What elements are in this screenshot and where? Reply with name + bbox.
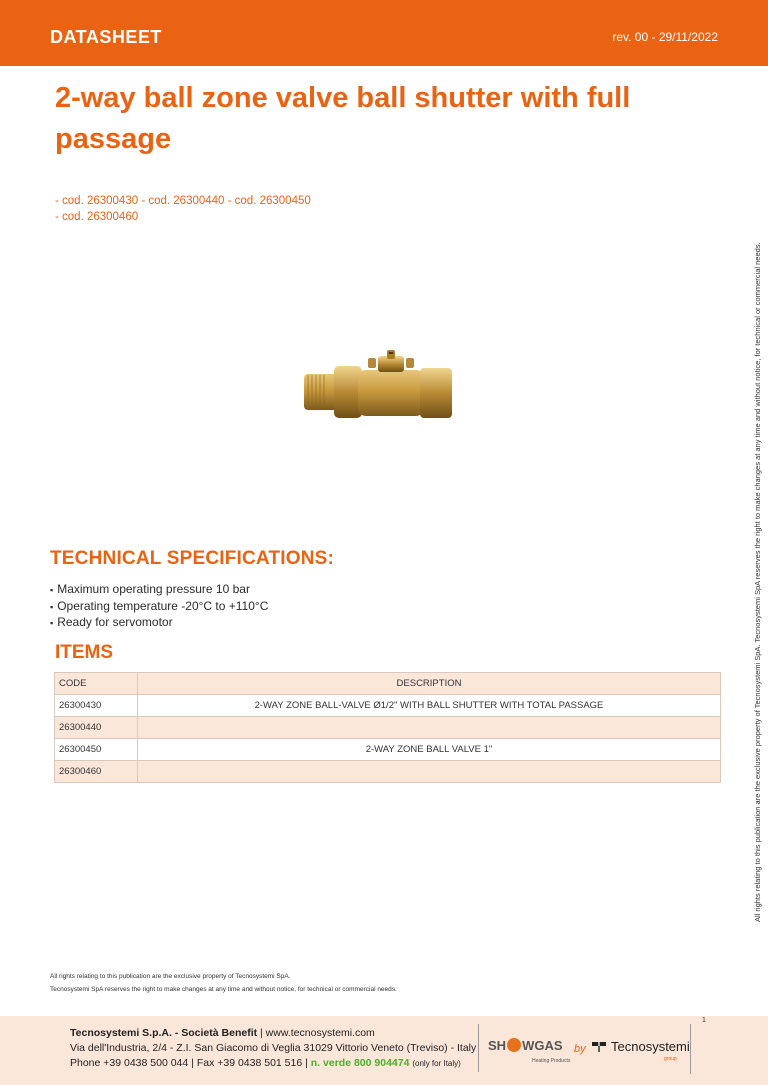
ball-valve-image — [300, 348, 460, 438]
tecnosystemi-mark-icon — [592, 1042, 606, 1052]
product-codes — [55, 193, 311, 225]
column-header-description: DESCRIPTION — [138, 673, 721, 695]
row-code: 26300460 — [55, 761, 138, 783]
footer-right-divider — [690, 1024, 691, 1074]
row-description: 2-WAY ZONE BALL-VALVE Ø1/2" WITH BALL SHUTTER WITH TOTAL PASSAGE — [138, 695, 721, 717]
company-info: Tecnosystemi S.p.A. - Società Benefit | www.tecnosystemi.com Via dell'Industria, 2/4 - Z.I. San Giacomo di Veglia 31029 Vittorio Veneto (Treviso) - Italy Phone +39 0438 500 044 | Fax +39 0438 501 516 | n. verde 800 904474 (only for Italy) — [70, 1027, 477, 1069]
page-title: 2-way ball zone valve ball shutter with full passage — [55, 82, 631, 155]
showgas-logo: SH WGAS — [488, 1038, 563, 1053]
rights-notice — [50, 970, 397, 996]
green-number-note: (only for Italy) — [412, 1059, 461, 1068]
row-description: 2-WAY ZONE BALL VALVE 1" — [138, 739, 721, 761]
rights-line-1: All rights relating to this publication are the exclusive property of Tecnosystemi SpA. — [50, 973, 291, 980]
footer — [0, 1016, 768, 1085]
items-heading: ITEMS — [55, 642, 114, 663]
table-row — [55, 739, 721, 761]
rights-line-2: Tecnosystemi SpA reserves the right to make changes at any time and without notice, for technical or commercial needs. — [50, 986, 397, 993]
side-rights-text: All rights relating to this publication are the exclusive property of Tecnosystemi SpA. Tecnosystemi SpA reserves the right to make changes at any time and without notice, for technical or commercial needs. — [753, 242, 762, 922]
product-image — [300, 348, 460, 438]
row-code: 26300450 — [55, 739, 138, 761]
row-description — [138, 761, 721, 783]
codes-line-2: - cod. 26300460 — [55, 211, 139, 223]
technical-specs-list — [50, 582, 268, 632]
company-name: Tecnosystemi S.p.A. - Società Benefit — [70, 1027, 258, 1039]
flame-icon — [507, 1038, 521, 1052]
spec-item: ▪ Ready for servomotor — [50, 615, 268, 632]
table-row — [55, 695, 721, 717]
revision-label: rev. 00 - 29/11/2022 — [612, 30, 718, 44]
row-code: 26300440 — [55, 717, 138, 739]
spec-item: ▪ Maximum operating pressure 10 bar — [50, 582, 268, 599]
green-number: n. verde 800 904474 — [310, 1057, 410, 1069]
row-code: 26300430 — [55, 695, 138, 717]
table-row — [55, 761, 721, 783]
phone-number: Phone +39 0438 500 044 — [70, 1057, 189, 1069]
row-description — [138, 717, 721, 739]
tecnosystemi-logo: Tecnosystemi — [592, 1039, 690, 1054]
items-table — [54, 672, 721, 783]
showgas-tagline: Heating Products — [532, 1058, 571, 1064]
datasheet-label: DATASHEET — [50, 27, 162, 47]
codes-line-1: - cod. 26300430 - cod. 26300440 - cod. 26300450 — [55, 195, 311, 207]
company-address: Via dell'Industria, 2/4 - Z.I. San Giacomo di Veglia 31029 Vittorio Veneto (Treviso) - Italy — [70, 1042, 477, 1054]
group-label: group — [664, 1056, 677, 1062]
website-link[interactable]: www.tecnosystemi.com — [265, 1027, 375, 1039]
fax-number: Fax +39 0438 501 516 — [196, 1057, 303, 1069]
spec-item: ▪ Operating temperature -20°C to +110°C — [50, 599, 268, 616]
table-header-row — [55, 673, 721, 695]
technical-specs-heading: TECHNICAL SPECIFICATIONS: — [50, 548, 335, 569]
footer-divider — [478, 1024, 479, 1072]
table-row — [55, 717, 721, 739]
header-bar — [0, 0, 768, 66]
page-number: 1 — [702, 1017, 706, 1024]
by-label: by — [574, 1043, 586, 1055]
column-header-code: CODE — [55, 673, 138, 695]
